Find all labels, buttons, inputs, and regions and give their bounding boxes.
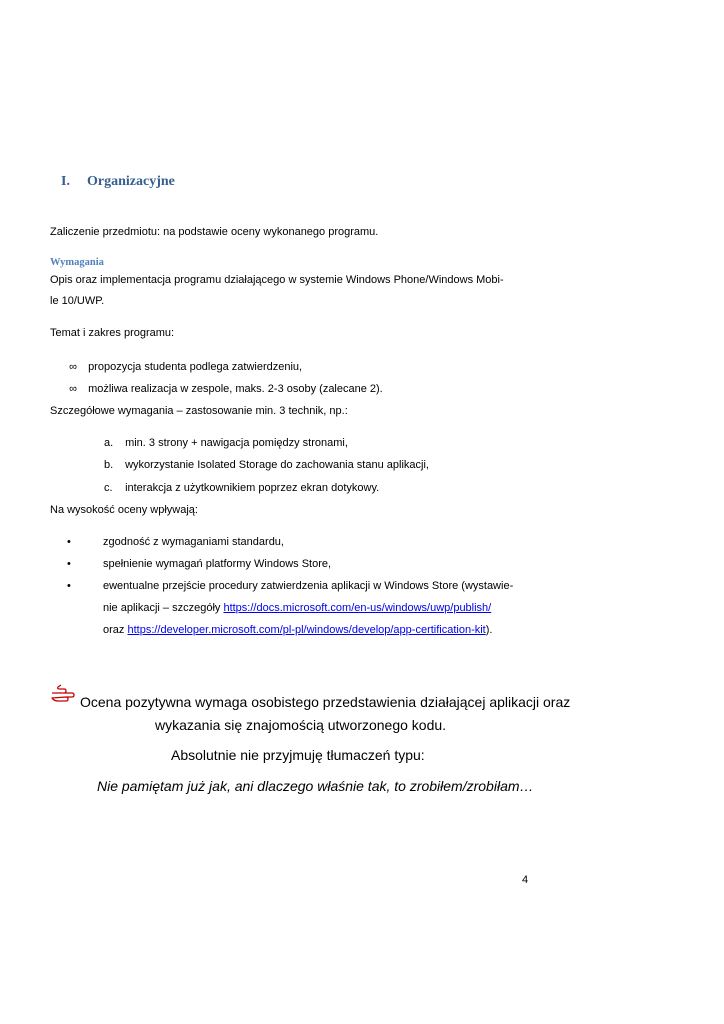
list-marker: b. [104, 459, 114, 471]
publish-docs-link[interactable]: https://docs.microsoft.com/en-us/windows/uwp/publish/ [223, 602, 492, 614]
bullet-icon: • [67, 558, 71, 570]
grade-continuation-1: nie aplikacji – szczegóły https://docs.microsoft.com/en-us/windows/uwp/publish/ [103, 602, 492, 614]
list-item-text: min. 3 strony + nawigacja pomiędzy stronami, [125, 437, 348, 449]
infinity-bullet-icon: ∞ [69, 383, 77, 395]
list-item [67, 382, 383, 396]
list-item-text: spełnienie wymagań platformy Windows Store, [103, 558, 332, 570]
list-item-text: interakcja z użytkownikiem poprzez ekran dotykowy. [125, 482, 380, 494]
page-number: 4 [522, 874, 529, 886]
hand-pointing-icon [50, 684, 78, 704]
list-item-text: propozycja studenta podlega zatwierdzeniu, [88, 361, 303, 373]
list-marker: c. [104, 482, 113, 494]
list-item-text: ewentualne przejście procedury zatwierdzenia aplikacji w Windows Store (wystawie- [103, 580, 514, 592]
list-item [104, 481, 379, 495]
topic-label: Temat i zakres programu: [50, 327, 175, 339]
note-line-4: Nie pamiętam już jak, ani dlaczego właśnie tak, to zrobiłem/zrobiłam… [97, 778, 534, 794]
list-item-text: możliwa realizacja w zespole, maks. 2-3 osoby (zalecane 2). [88, 383, 383, 395]
list-item-text: zgodność z wymaganiami standardu, [103, 536, 284, 548]
section-title: Organizacyjne [87, 174, 175, 189]
requirements-heading: Wymagania [50, 257, 104, 268]
section-number: I. [61, 174, 70, 189]
grade-continuation-2: oraz https://developer.microsoft.com/pl-pl/windows/develop/app-certification-kit). [103, 624, 493, 636]
list-item [67, 360, 302, 374]
infinity-bullet-icon: ∞ [69, 361, 77, 373]
requirements-line-1: Opis oraz implementacja programu działającego w systemie Windows Phone/Windows Mobi- [50, 274, 504, 286]
requirements-line-2: le 10/UWP. [50, 295, 105, 307]
note-line-1: Ocena pozytywna wymaga osobistego przedstawienia działającej aplikacji oraz [80, 694, 571, 710]
note-line-2: wykazania się znajomością utworzonego kodu. [155, 717, 447, 733]
grade-label: Na wysokość oceny wpływają: [50, 504, 198, 516]
note-line-3: Absolutnie nie przyjmuję tłumaczeń typu: [171, 747, 425, 763]
intro-text: Zaliczenie przedmiotu: na podstawie oceny wykonanego programu. [50, 226, 379, 238]
bullet-icon: • [67, 536, 71, 548]
bullet-icon: • [67, 580, 71, 592]
list-marker: a. [104, 437, 114, 449]
certification-kit-link[interactable]: https://developer.microsoft.com/pl-pl/windows/develop/app-certification-kit [127, 624, 486, 636]
list-item [104, 436, 348, 450]
list-item-text: wykorzystanie Isolated Storage do zachowania stanu aplikacji, [125, 459, 429, 471]
list-item [104, 458, 429, 472]
detailed-label: Szczegółowe wymagania – zastosowanie min. 3 technik, np.: [50, 405, 348, 417]
